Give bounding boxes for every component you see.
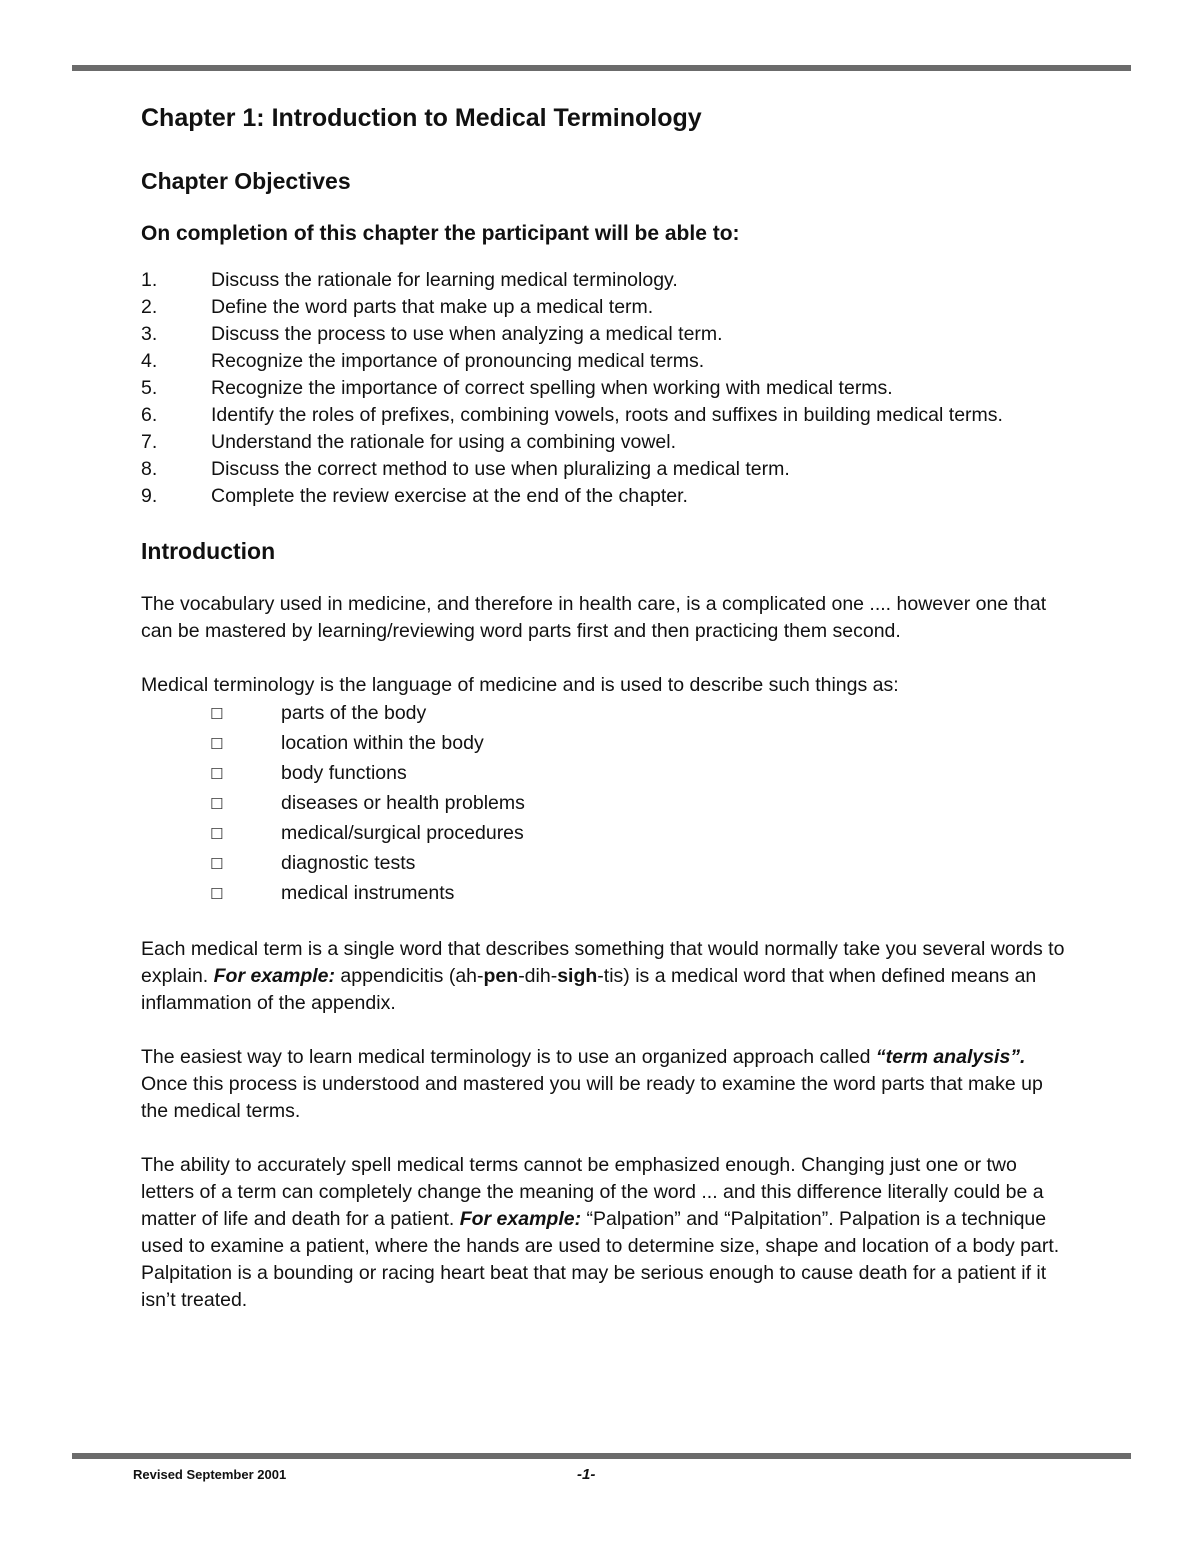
objective-item — [141, 375, 1071, 402]
text-run: The ability to accurately spell medical terms cannot be emphasized enough. Changing just one or two letters of a term can completely change the meaning of the word ... and this difference literally could be a matter of life and death for a patient. — [141, 1154, 1044, 1230]
page-number: -1- — [577, 1466, 596, 1483]
objective-item — [141, 294, 1071, 321]
objective-item — [141, 348, 1071, 375]
text-run: -dih- — [518, 965, 558, 987]
stressed-syllable: sigh — [557, 965, 598, 987]
intro-paragraph: The vocabulary used in medicine, and therefore in health care, is a complicated one .... however one that can be mastered by learning/reviewing word parts first and then practicing them second. — [141, 593, 1047, 642]
checkbox-bullet-icon: ☐ — [210, 765, 224, 783]
objective-number: 5. — [141, 377, 158, 399]
chapter-title: Chapter 1: Introduction to Medical Terminology — [141, 104, 702, 132]
text-run: -tis) is a medical word that when defined means an inflammation of the appendix. — [141, 965, 1037, 1014]
spelling-paragraph — [141, 1152, 1071, 1314]
objective-number: 7. — [141, 431, 158, 453]
objective-number: 9. — [141, 485, 158, 507]
objective-item — [141, 456, 1071, 483]
objective-item — [141, 402, 1071, 429]
terminology-paragraph: Medical terminology is the language of medicine and is used to describe such things as: — [141, 674, 899, 696]
list-item-text: medical instruments — [281, 882, 455, 904]
checkbox-bullet-icon: ☐ — [210, 855, 224, 873]
checkbox-bullet-icon: ☐ — [210, 705, 224, 723]
objective-text: Recognize the importance of pronouncing medical terms. — [211, 350, 705, 372]
objective-number: 1. — [141, 269, 158, 291]
top-rule — [72, 65, 1131, 71]
checkbox-bullet-icon: ☐ — [210, 735, 224, 753]
things-list — [141, 699, 1071, 909]
list-item-text: body functions — [281, 762, 407, 784]
term-analysis-label: “term analysis”. — [875, 1046, 1026, 1068]
objective-number: 6. — [141, 404, 158, 426]
list-item — [210, 759, 1071, 789]
objective-item — [141, 267, 1071, 294]
stressed-syllable: pen — [483, 965, 519, 987]
page-content — [141, 100, 1071, 1314]
bottom-rule — [72, 1453, 1131, 1459]
objectives-heading: Chapter Objectives — [141, 168, 351, 194]
objective-item — [141, 321, 1071, 348]
objective-text: Discuss the process to use when analyzing a medical term. — [211, 323, 723, 345]
revision-date: Revised September 2001 — [133, 1467, 287, 1482]
text-run: The easiest way to learn medical terminology is to use an organized approach called — [141, 1046, 876, 1068]
list-item — [210, 729, 1071, 759]
introduction-heading: Introduction — [141, 538, 276, 564]
objective-text: Recognize the importance of correct spelling when working with medical terms. — [211, 377, 893, 399]
list-item-text: medical/surgical procedures — [281, 822, 524, 844]
list-item-text: location within the body — [281, 732, 484, 754]
text-run: Each medical term is a single word that describes something that would normally take you several words to explain. — [141, 938, 1065, 987]
objective-text: Understand the rationale for using a combining vowel. — [211, 431, 677, 453]
text-run: appendicitis (ah- — [335, 965, 484, 987]
objective-text: Complete the review exercise at the end of the chapter. — [211, 485, 688, 507]
list-item — [210, 849, 1071, 879]
objective-text: Define the word parts that make up a medical term. — [211, 296, 654, 318]
objective-item — [141, 429, 1071, 456]
list-item — [210, 789, 1071, 819]
objective-number: 3. — [141, 323, 158, 345]
objectives-list — [141, 267, 1071, 510]
objective-text: Discuss the correct method to use when pluralizing a medical term. — [211, 458, 790, 480]
list-item-text: diagnostic tests — [281, 852, 416, 874]
list-item — [210, 879, 1071, 909]
for-example-label: For example: — [459, 1208, 582, 1230]
medical-term-paragraph — [141, 936, 1071, 1017]
list-item — [210, 699, 1071, 729]
checkbox-bullet-icon: ☐ — [210, 825, 224, 843]
objective-number: 4. — [141, 350, 158, 372]
list-item — [210, 819, 1071, 849]
text-run: “Palpation” and “Palpitation”. Palpation is a technique used to examine a patient, where the hands are used to determine size, shape and location of a body part. Palpitation is a bounding or racing heart beat that may be serious enough to cause death for a patient if it isn’t treated. — [141, 1208, 1060, 1311]
checkbox-bullet-icon: ☐ — [210, 885, 224, 903]
for-example-label: For example: — [213, 965, 336, 987]
list-item-text: diseases or health problems — [281, 792, 525, 814]
objective-item — [141, 483, 1071, 510]
list-item-text: parts of the body — [281, 702, 427, 724]
text-run: Once this process is understood and mastered you will be ready to examine the word parts that make up the medical terms. — [141, 1073, 1043, 1122]
objective-number: 2. — [141, 296, 158, 318]
term-analysis-paragraph — [141, 1044, 1071, 1125]
checkbox-bullet-icon: ☐ — [210, 795, 224, 813]
objective-text: Identify the roles of prefixes, combining vowels, roots and suffixes in building medical terms. — [211, 404, 1003, 426]
objective-number: 8. — [141, 458, 158, 480]
objectives-lead: On completion of this chapter the participant will be able to: — [141, 222, 740, 245]
objective-text: Discuss the rationale for learning medical terminology. — [211, 269, 678, 291]
